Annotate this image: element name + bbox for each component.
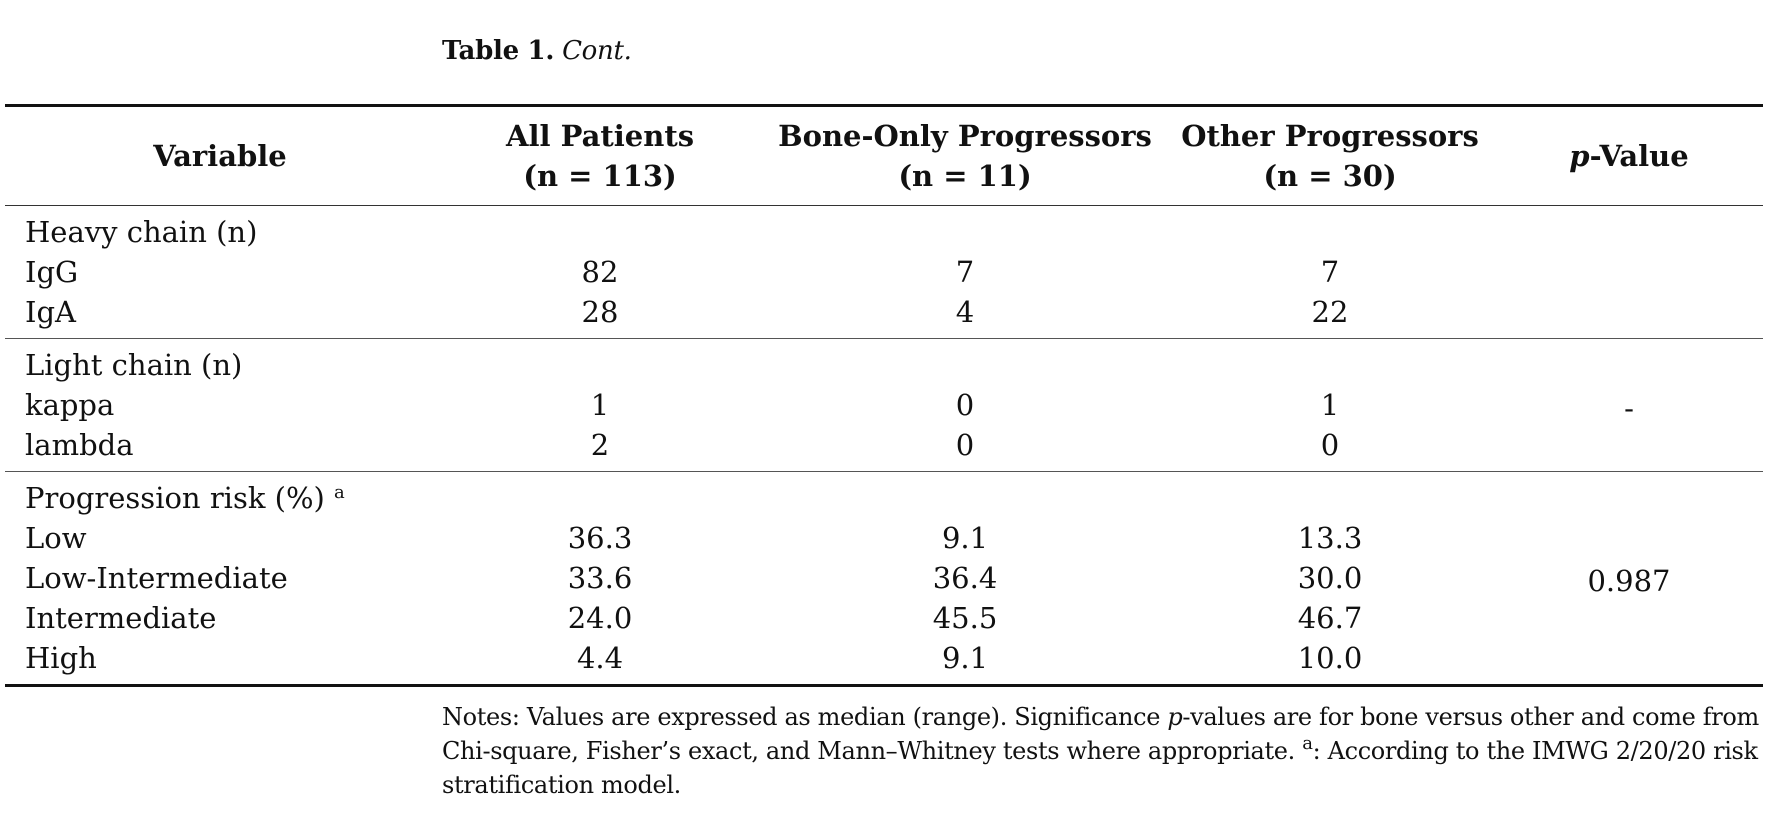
notes-part1: Notes: Values are expressed as median (range). Significance — [442, 703, 1168, 731]
cell-other: 46.7 — [1297, 601, 1363, 635]
data-table — [5, 104, 1763, 687]
header-variable: Variable — [5, 106, 435, 206]
notes-italic-p: p — [1167, 703, 1183, 731]
header-all-patients-line2: (n = 113) — [523, 159, 677, 193]
table-notes — [442, 700, 1764, 802]
row-label: Low-Intermediate — [25, 561, 288, 595]
table-caption — [442, 36, 632, 66]
header-all-patients-line1: All Patients — [505, 119, 695, 153]
group-progression-risk — [5, 472, 1763, 686]
group-heavy-chain — [5, 206, 1763, 339]
group-p-value: - — [1624, 391, 1634, 425]
group-title — [5, 472, 435, 519]
cell-bone: 9.1 — [941, 641, 989, 675]
cell-bone: 45.5 — [932, 601, 998, 635]
row-label: IgG — [25, 255, 79, 289]
group-title-row — [5, 339, 1763, 386]
header-other-progressors — [1165, 106, 1495, 206]
group-title-text: Progression risk (%) — [25, 481, 325, 515]
cell-other: 0 — [1320, 428, 1340, 462]
notes-part2: -values are for bone versus other and come from Chi-square, Fisher’s exact, and Mann–Whitney tests where appropriate. — [442, 703, 1759, 765]
header-bone-only-line2: (n = 11) — [898, 159, 1032, 193]
group-title-sup: a — [334, 482, 345, 503]
cell-other: 30.0 — [1297, 561, 1363, 595]
cell-all: 33.6 — [567, 561, 633, 595]
cell-bone: 7 — [955, 255, 975, 289]
cell-bone: 4 — [955, 295, 975, 329]
table-caption-label: Table 1. — [442, 36, 555, 66]
header-all-patients — [435, 106, 765, 206]
header-row — [5, 106, 1763, 206]
table-header — [5, 106, 1763, 206]
header-p-value — [1495, 106, 1763, 206]
cell-all: 28 — [581, 295, 619, 329]
group-title: Light chain (n) — [25, 348, 243, 382]
group-title: Heavy chain (n) — [25, 215, 258, 249]
header-p-rest: -Value — [1589, 139, 1689, 173]
header-bone-only-line1: Bone-Only Progressors — [778, 119, 1152, 153]
cell-other: 1 — [1320, 388, 1340, 422]
cell-other: 22 — [1311, 295, 1349, 329]
header-other-line1: Other Progressors — [1181, 119, 1479, 153]
table-caption-cont: Cont. — [562, 36, 632, 66]
cell-all: 82 — [581, 255, 619, 289]
notes-part3: : According to the IMWG 2/20/20 risk stratification model. — [442, 737, 1758, 799]
notes-sup: a — [1302, 733, 1313, 754]
cell-bone: 36.4 — [932, 561, 998, 595]
row-label: kappa — [25, 388, 115, 422]
row-label: Low — [25, 521, 87, 555]
cell-all: 24.0 — [567, 601, 633, 635]
header-bone-only — [765, 106, 1165, 206]
row-label: IgA — [25, 295, 76, 329]
group-p-value — [1495, 206, 1763, 339]
row-label: lambda — [25, 428, 134, 462]
header-other-line2: (n = 30) — [1263, 159, 1397, 193]
cell-bone: 0 — [955, 428, 975, 462]
group-p-value: 0.987 — [1587, 564, 1671, 598]
row-label: High — [25, 641, 97, 675]
cell-bone: 9.1 — [941, 521, 989, 555]
header-p-italic: p — [1569, 139, 1590, 173]
group-title-row — [5, 472, 1763, 519]
cell-bone: 0 — [955, 388, 975, 422]
cell-all: 36.3 — [567, 521, 633, 555]
row-label: Intermediate — [25, 601, 217, 635]
cell-all: 1 — [590, 388, 610, 422]
cell-all: 2 — [590, 428, 610, 462]
cell-other: 10.0 — [1297, 641, 1363, 675]
cell-all: 4.4 — [576, 641, 624, 675]
cell-other: 13.3 — [1297, 521, 1363, 555]
group-title-row — [5, 206, 1763, 253]
cell-other: 7 — [1320, 255, 1340, 289]
group-light-chain — [5, 339, 1763, 472]
